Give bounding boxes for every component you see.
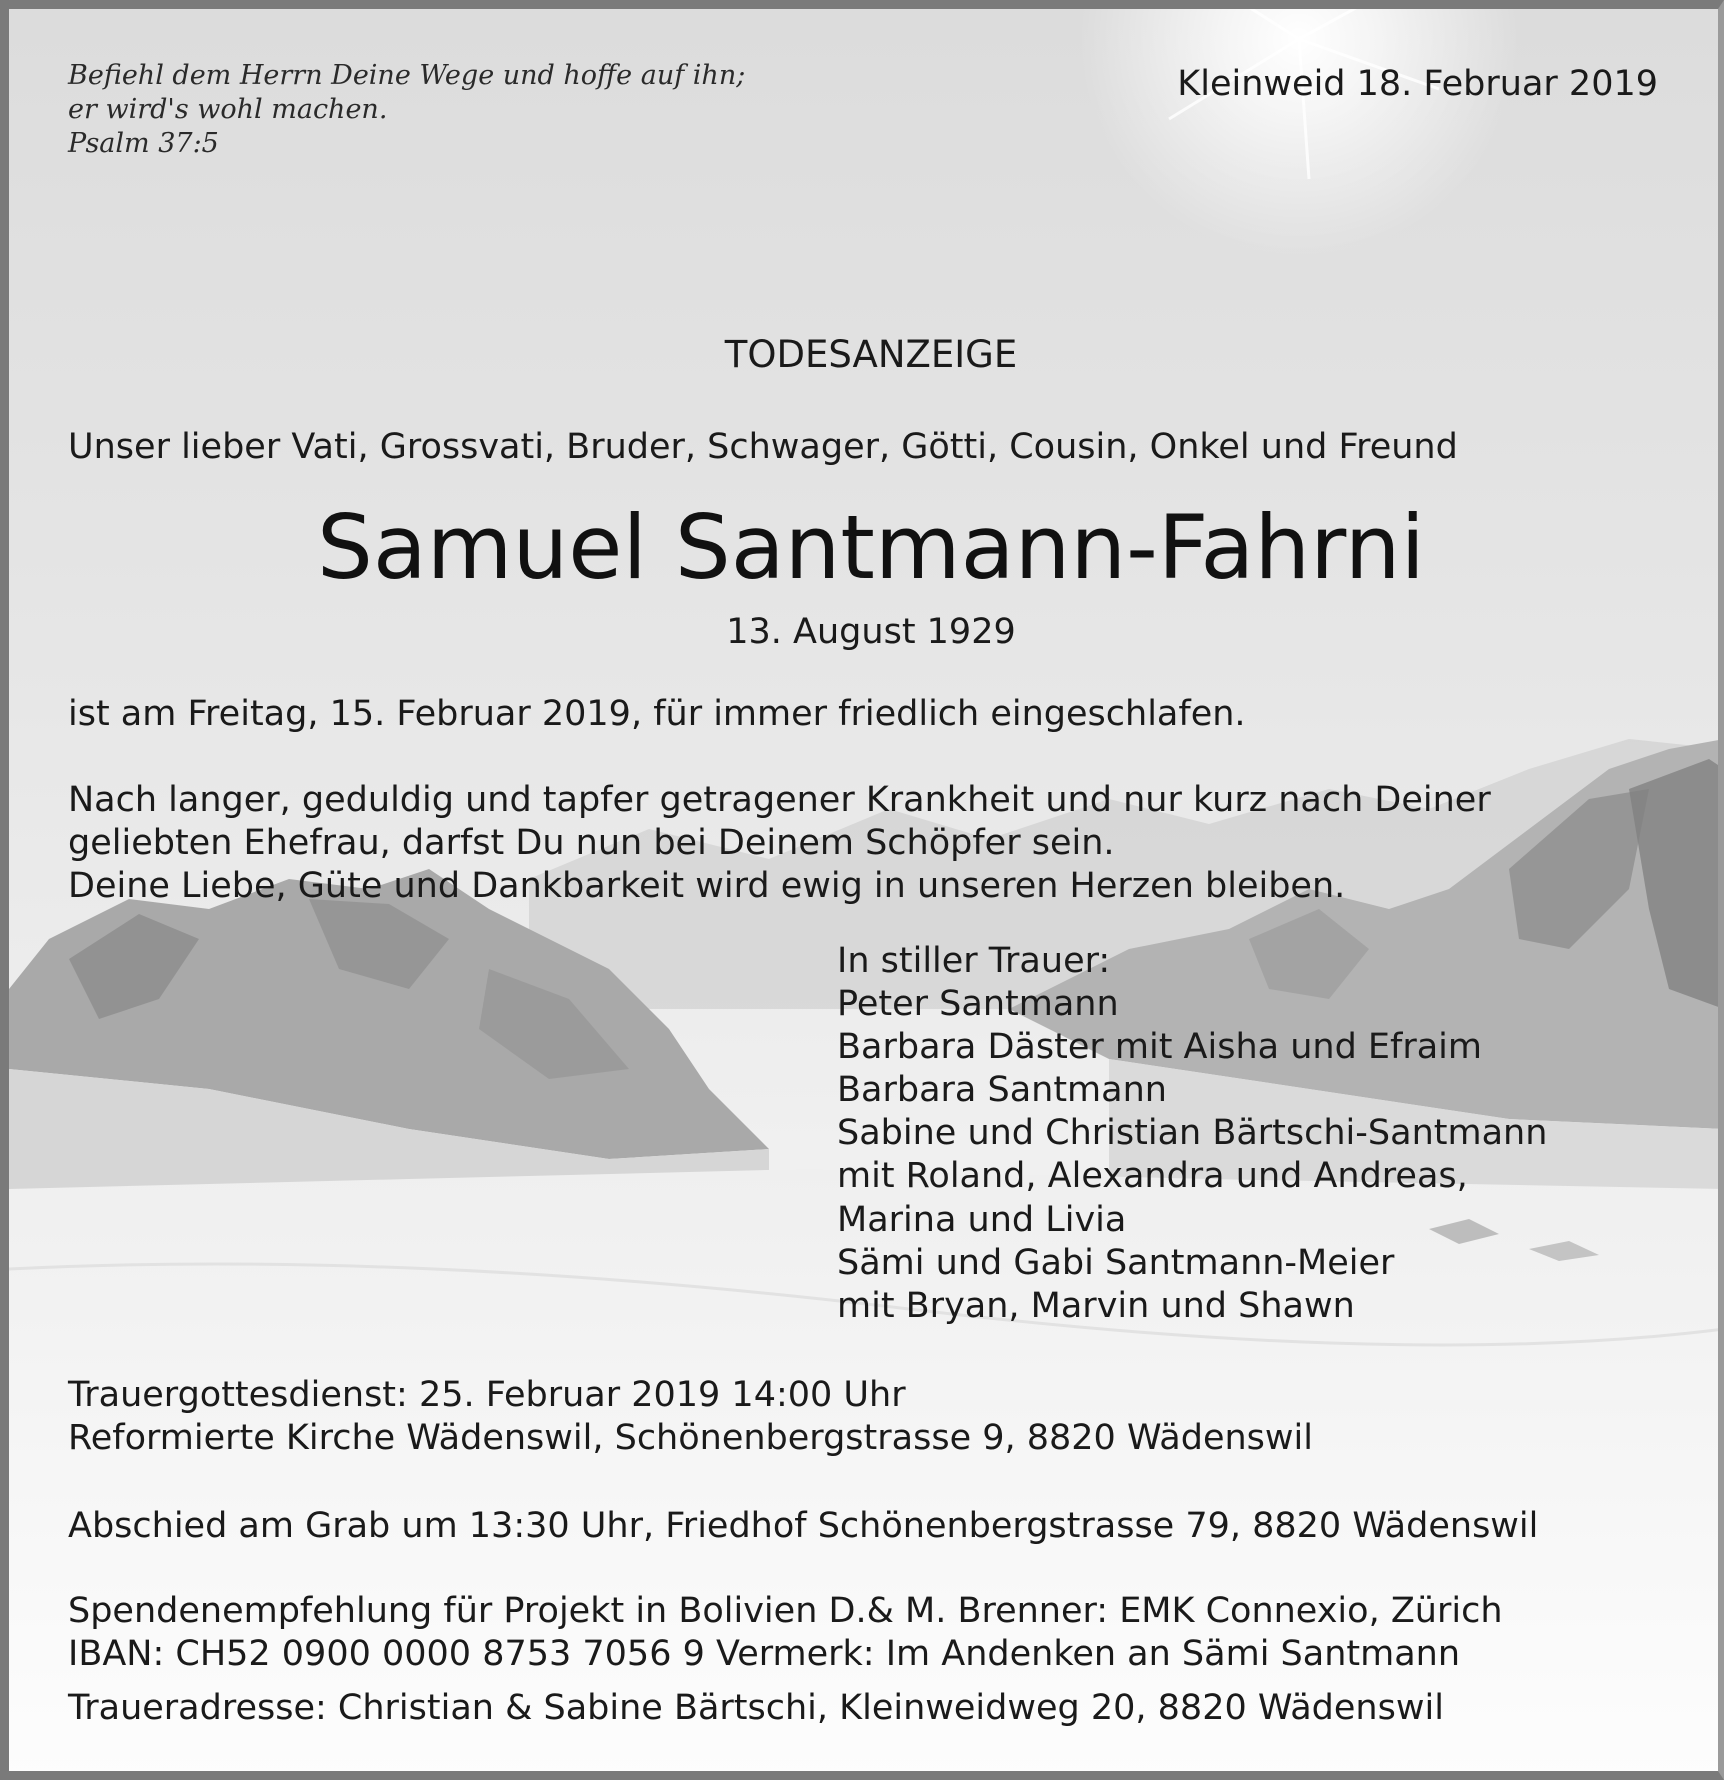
donation-recommendation: Spendenempfehlung für Projekt in Bolivien D.& M. Brenner: EMK Connexio, Zürich [68,1591,1503,1631]
relation-line: Unser lieber Vati, Grossvati, Bruder, Schwager, Götti, Cousin, Onkel und Freund [68,427,1458,467]
notice-heading: TODESANZEIGE [724,333,1018,376]
paragraph-line: Nach langer, geduldig und tapfer getragener Krankheit und nur kurz nach Deiner [68,780,1491,820]
mourner-entry: Sabine und Christian Bärtschi-Santmann [837,1113,1548,1154]
service-datetime: Trauergottesdienst: 25. Februar 2019 14:00 Uhr [68,1375,906,1415]
mourner-entry: Peter Santmann [837,984,1119,1025]
deceased-name: Samuel Santmann-Fahrni [317,496,1425,599]
mourner-entry: mit Bryan, Marvin und Shawn [837,1285,1355,1326]
donation-info [68,1590,1503,1676]
mourners-list [837,940,1547,1328]
birth-date: 13. August 1929 [726,612,1016,652]
funeral-service-info [68,1374,1313,1460]
place-and-date: Kleinweid 18. Februar 2019 [1177,64,1658,104]
mourner-entry: Barbara Däster mit Aisha und Efraim [837,1027,1483,1068]
bible-verse-reference: Psalm 37:5 [68,128,219,159]
bible-verse [68,59,745,161]
mourner-entry: Sämi und Gabi Santmann-Meier [837,1242,1395,1283]
paragraph-line: geliebten Ehefrau, darfst Du nun bei Deinem Schöpfer sein. [68,823,1115,863]
mourners-intro: In stiller Trauer: [837,941,1111,981]
mourner-entry: Barbara Santmann [837,1070,1167,1111]
donation-iban: IBAN: CH52 0900 0000 8753 7056 9 Vermerk: Im Andenken an Sämi Santmann [68,1634,1461,1674]
death-statement: ist am Freitag, 15. Februar 2019, für immer friedlich eingeschlafen. [68,694,1246,734]
bible-verse-line: er wird's wohl machen. [68,94,388,125]
mourning-address: Traueradresse: Christian & Sabine Bärtschi, Kleinweidweg 20, 8820 Wädenswil [68,1688,1444,1728]
graveside-farewell-info: Abschied am Grab um 13:30 Uhr, Friedhof Schönenbergstrasse 79, 8820 Wädenswil [68,1506,1539,1546]
memorial-paragraph [68,779,1491,908]
service-location: Reformierte Kirche Wädenswil, Schönenbergstrasse 9, 8820 Wädenswil [68,1418,1313,1458]
mourner-entry: Marina und Livia [837,1199,1127,1240]
bible-verse-line: Befiehl dem Herrn Deine Wege und hoffe auf ihn; [68,60,746,91]
sun-glare [1079,9,1519,259]
paragraph-line: Deine Liebe, Güte und Dankbarkeit wird ewig in unseren Herzen bleiben. [68,866,1346,906]
mourner-entry: mit Roland, Alexandra und Andreas, [837,1156,1468,1197]
